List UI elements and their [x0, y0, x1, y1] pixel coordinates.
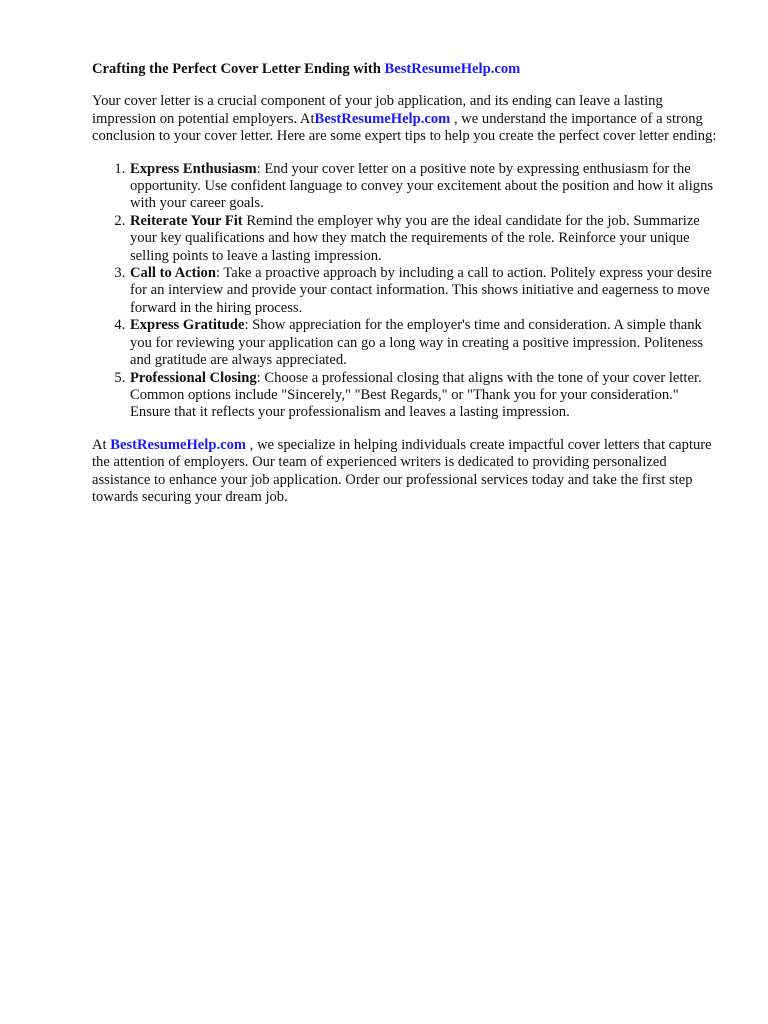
intro-paragraph — [92, 93, 722, 145]
tip-text: Show appreciation for the employer's time and consideration. A simple thank you for reviewing your application can go a long way in creating a positive impression. Politeness and gratitude are always appreciated. — [130, 317, 704, 369]
document-title — [92, 61, 722, 78]
title-text: Crafting the Perfect Cover Letter Ending with — [92, 61, 385, 77]
tip-title: Express Enthusiasm — [130, 160, 257, 177]
outro-text: , we specialize in helping individuals create impactful cover letters that capture the attention of employers. Our team of experienced writers is dedicated to providing personalized assistance to enhance your job application. Order our professional services today and take the first step towards securing your dream job. — [92, 436, 712, 505]
list-item — [129, 317, 722, 369]
list-item — [129, 213, 722, 265]
tip-separator: : — [256, 160, 265, 177]
list-item — [129, 161, 722, 213]
document-page — [92, 61, 722, 506]
tip-separator: : — [256, 369, 265, 386]
tip-title: Call to Action — [130, 265, 216, 282]
tips-list — [92, 161, 722, 422]
outro-link[interactable]: BestResumeHelp.com — [110, 436, 247, 453]
tip-title: Professional Closing — [130, 369, 257, 386]
intro-text-end: , we understand the importance of a strong conclusion to your cover letter. Here are some expert tips to help you create the perfect cover letter ending: — [92, 110, 717, 145]
tip-text: Choose a professional closing that aligns with the tone of your cover letter. Common options include "Sincerely," "Best Regards," or "Thank you for your consideration." Ensure that it reflects your professionalism and leaves a lasting impression. — [130, 369, 702, 421]
list-item — [129, 265, 722, 317]
tip-text: Take a proactive approach by including a call to action. Politely express your desire for an interview and provide your contact information. This shows initiative and eagerness to move forward in the hiring process. — [130, 265, 712, 316]
outro-prefix: At — [92, 436, 111, 453]
intro-link[interactable]: BestResumeHelp.com — [314, 110, 451, 127]
tip-separator: : — [215, 265, 224, 282]
list-item — [129, 370, 722, 422]
intro-text-start: Your cover letter is a crucial component of your job application, and its ending can leave a lasting impression on potential employers. At — [92, 93, 663, 127]
title-link[interactable]: BestResumeHelp.com — [384, 61, 521, 77]
tip-text: Remind the employer why you are the ideal candidate for the job. Summarize your key qualifications and how they match the requirements of the role. Reinforce your unique selling points to leave a lasting impression. — [130, 212, 700, 264]
tip-title: Reiterate Your Fit — [130, 212, 243, 229]
tip-title: Express Gratitude — [130, 317, 245, 334]
tip-separator: : — [244, 317, 253, 334]
tip-text: End your cover letter on a positive note by expressing enthusiasm for the opportunity. Use confident language to convey your excitement about the position and how it aligns with your career goals. — [130, 160, 714, 212]
closing-paragraph — [92, 437, 722, 507]
